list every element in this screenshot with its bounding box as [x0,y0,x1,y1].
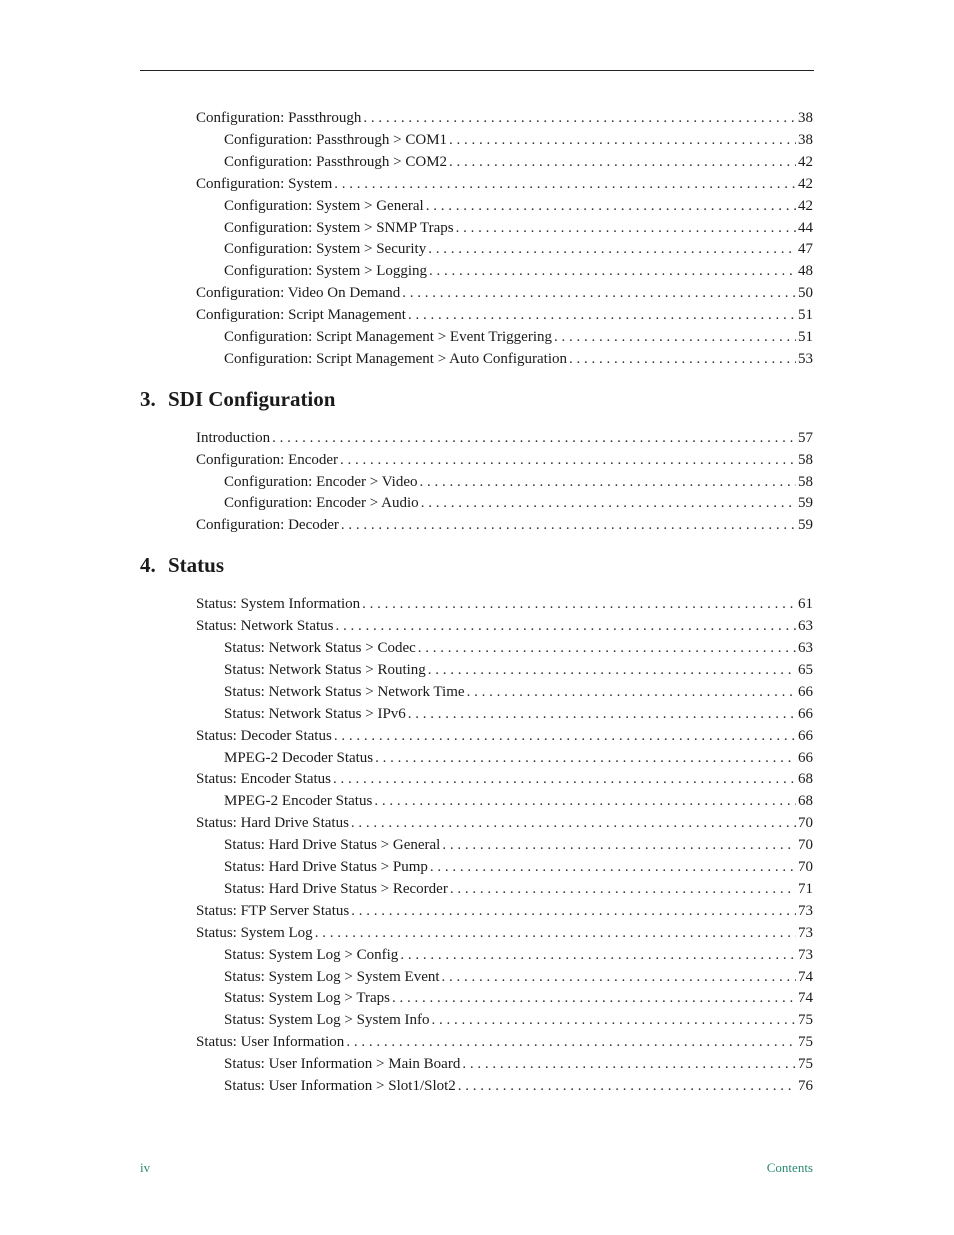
toc-entry-page: 70 [798,837,813,853]
toc-entry-title: Configuration: System > SNMP Traps [224,220,454,236]
toc-entry[interactable] [224,703,813,725]
dot-leader [467,681,796,703]
toc-entry-title: Status: Decoder Status [196,728,332,744]
toc-entry[interactable] [224,1075,813,1097]
toc-entry[interactable] [196,900,813,922]
toc-entry[interactable] [196,173,813,195]
dot-leader [346,1031,796,1053]
dot-leader [351,812,796,834]
toc-entry-page: 66 [798,684,813,700]
toc-entry-page: 75 [798,1056,813,1072]
toc-entry-page: 75 [798,1012,813,1028]
toc-entry[interactable] [196,768,813,790]
toc-entry[interactable] [224,1053,813,1075]
toc-entry-title: Status: System Log > Config [224,947,399,963]
toc-entry[interactable] [196,304,813,326]
dot-leader [272,427,796,449]
section-heading [140,552,224,578]
toc-entry-title: Status: User Information [196,1034,345,1050]
dot-leader [375,747,796,769]
toc-entry-title: Configuration: Encoder [196,452,339,468]
toc-entry-page: 66 [798,750,813,766]
toc-entry[interactable] [224,238,813,260]
toc-entry[interactable] [224,260,813,282]
toc-entry-title: Status: System Log > System Info [224,1012,430,1028]
toc-entry-title: Status: User Information > Slot1/Slot2 [224,1078,456,1094]
toc-entry-title: Status: System Information [196,596,361,612]
dot-leader [449,129,796,151]
toc-entry-title: Status: Hard Drive Status > Recorder [224,881,448,897]
toc-entry-page: 74 [798,969,813,985]
toc-entry-page: 51 [798,329,813,345]
toc-entry-title: Configuration: Script Management [196,307,406,323]
toc-entry-page: 59 [798,517,813,533]
dot-leader [341,514,796,536]
toc-entry[interactable] [224,326,813,348]
dot-leader [462,1053,796,1075]
dot-leader [428,659,796,681]
dot-leader [418,637,796,659]
dot-leader [442,966,796,988]
section-title: SDI Configuration [168,386,336,411]
toc-entry[interactable] [196,107,813,129]
toc-entry-page: 38 [798,132,813,148]
toc-entry-title: Introduction [196,430,271,446]
dot-leader [429,260,796,282]
dot-leader [554,326,796,348]
toc-entry-page: 42 [798,198,813,214]
header-rule [140,70,814,71]
toc-entry-title: Status: Encoder Status [196,771,331,787]
toc-entry-title: Status: Network Status > Network Time [224,684,465,700]
toc-entry-title: Configuration: Video On Demand [196,285,401,301]
toc-entry[interactable] [224,681,813,703]
dot-leader [363,107,796,129]
toc-entry[interactable] [196,282,813,304]
toc-entry-page: 70 [798,815,813,831]
toc-entry-title: Configuration: System > Logging [224,263,428,279]
toc-entry[interactable] [224,1009,813,1031]
toc-entry[interactable] [196,593,813,615]
toc-entry-page: 44 [798,220,813,236]
toc-entry-title: Status: System Log > Traps [224,990,390,1006]
section-number: 4. [140,553,156,578]
dot-leader [420,471,797,493]
toc-entry[interactable] [196,1031,813,1053]
dot-leader [408,703,796,725]
toc-entry[interactable] [196,514,813,536]
dot-leader [426,195,796,217]
toc-entry-title: Status: Network Status > IPv6 [224,706,406,722]
dot-leader [374,790,796,812]
toc-entry-title: Configuration: Script Management > Event Triggering [224,329,553,345]
toc-entry-page: 53 [798,351,813,367]
dot-leader [456,217,796,239]
toc-entry-title: Status: User Information > Main Board [224,1056,461,1072]
toc-entry-page: 66 [798,728,813,744]
toc-entry-page: 65 [798,662,813,678]
dot-leader [442,834,796,856]
toc-entry-title: Status: Network Status > Codec [224,640,416,656]
dot-leader [449,151,796,173]
dot-leader [402,282,796,304]
toc-entry-title: Configuration: Passthrough > COM2 [224,154,448,170]
dot-leader [333,768,796,790]
toc-entry[interactable] [224,834,813,856]
dot-leader [362,593,796,615]
toc-entry-title: Configuration: Encoder > Audio [224,495,419,511]
toc-entry[interactable] [224,492,813,514]
dot-leader [334,725,796,747]
toc-entry-title: Configuration: Encoder > Video [224,474,418,490]
toc-entry-page: 57 [798,430,813,446]
toc-entry-page: 58 [798,452,813,468]
toc-entry-title: Status: System Log [196,925,313,941]
dot-leader [432,1009,796,1031]
toc-entry[interactable] [224,129,813,151]
toc-entry[interactable] [196,427,813,449]
footer-page-number: iv [140,1160,151,1175]
toc-entry-page: 63 [798,618,813,634]
toc-entry-title: Status: Hard Drive Status [196,815,349,831]
dot-leader [340,449,796,471]
section-number: 3. [140,386,156,411]
toc-entry-page: 75 [798,1034,813,1050]
toc-entry[interactable] [224,348,813,370]
toc-entry[interactable] [224,856,813,878]
toc-entry-title: MPEG-2 Decoder Status [224,750,374,766]
toc-entry[interactable] [224,966,813,988]
toc-entry-title: Configuration: Decoder [196,517,339,533]
dot-leader [428,238,796,260]
toc-entry-page: 58 [798,474,813,490]
toc-entry[interactable] [224,471,813,493]
toc-entry-page: 68 [798,793,813,809]
toc-entry-page: 42 [798,154,813,170]
toc-entry[interactable] [224,747,813,769]
toc-entry[interactable] [224,944,813,966]
toc-entry-title: Status: Network Status > Routing [224,662,426,678]
toc-entry[interactable] [196,449,813,471]
toc-entry-page: 76 [798,1078,813,1094]
toc-entry-title: Configuration: System [196,176,333,192]
toc-entry-title: Configuration: Passthrough [196,110,362,126]
dot-leader [351,900,796,922]
toc-entry-page: 68 [798,771,813,787]
toc-entry-page: 74 [798,990,813,1006]
toc-entry[interactable] [224,151,813,173]
toc-entry-page: 73 [798,947,813,963]
section-title: Status [168,553,225,578]
dot-leader [450,878,796,900]
toc-entry-title: Configuration: Script Management > Auto Configuration [224,351,567,367]
dot-leader [315,922,796,944]
toc-entry-page: 71 [798,881,813,897]
toc-entry[interactable] [224,790,813,812]
dot-leader [336,615,797,637]
dot-leader [392,987,796,1009]
toc-entry-title: Status: System Log > System Event [224,969,440,985]
toc-entry-page: 38 [798,110,813,126]
toc-entry-page: 63 [798,640,813,656]
toc-entry-page: 66 [798,706,813,722]
section-heading [140,386,335,412]
dot-leader [408,304,796,326]
toc-entry[interactable] [224,878,813,900]
dot-leader [400,944,796,966]
toc-entry-title: Status: Hard Drive Status > General [224,837,441,853]
toc-entry[interactable] [224,987,813,1009]
toc-entry-page: 47 [798,241,813,257]
toc-entry-page: 61 [798,596,813,612]
toc-entry[interactable] [224,217,813,239]
toc-entry-page: 51 [798,307,813,323]
toc-entry-page: 42 [798,176,813,192]
footer-section-name: Contents [766,1160,813,1175]
toc-entry[interactable] [196,725,813,747]
toc-entry-title: Configuration: Passthrough > COM1 [224,132,448,148]
toc-entry-title: Configuration: System > General [224,198,424,214]
dot-leader [421,492,796,514]
toc-entry-page: 59 [798,495,813,511]
toc-entry-page: 50 [798,285,813,301]
toc-entry-title: Status: FTP Server Status [196,903,350,919]
toc-entry-page: 48 [798,263,813,279]
toc-entry-title: Configuration: System > Security [224,241,427,257]
dot-leader [569,348,796,370]
toc-entry[interactable] [196,615,813,637]
toc-entry-page: 73 [798,903,813,919]
toc-entry-title: MPEG-2 Encoder Status [224,793,373,809]
toc-entry[interactable] [224,195,813,217]
toc-entry[interactable] [196,812,813,834]
dot-leader [430,856,796,878]
toc-entry-page: 70 [798,859,813,875]
dot-leader [334,173,796,195]
toc-entry-title: Status: Hard Drive Status > Pump [224,859,428,875]
dot-leader [458,1075,796,1097]
toc-entry-title: Status: Network Status [196,618,334,634]
toc-entry-page: 73 [798,925,813,941]
toc-entry[interactable] [224,637,813,659]
toc-entry[interactable] [224,659,813,681]
toc-entry[interactable] [196,922,813,944]
